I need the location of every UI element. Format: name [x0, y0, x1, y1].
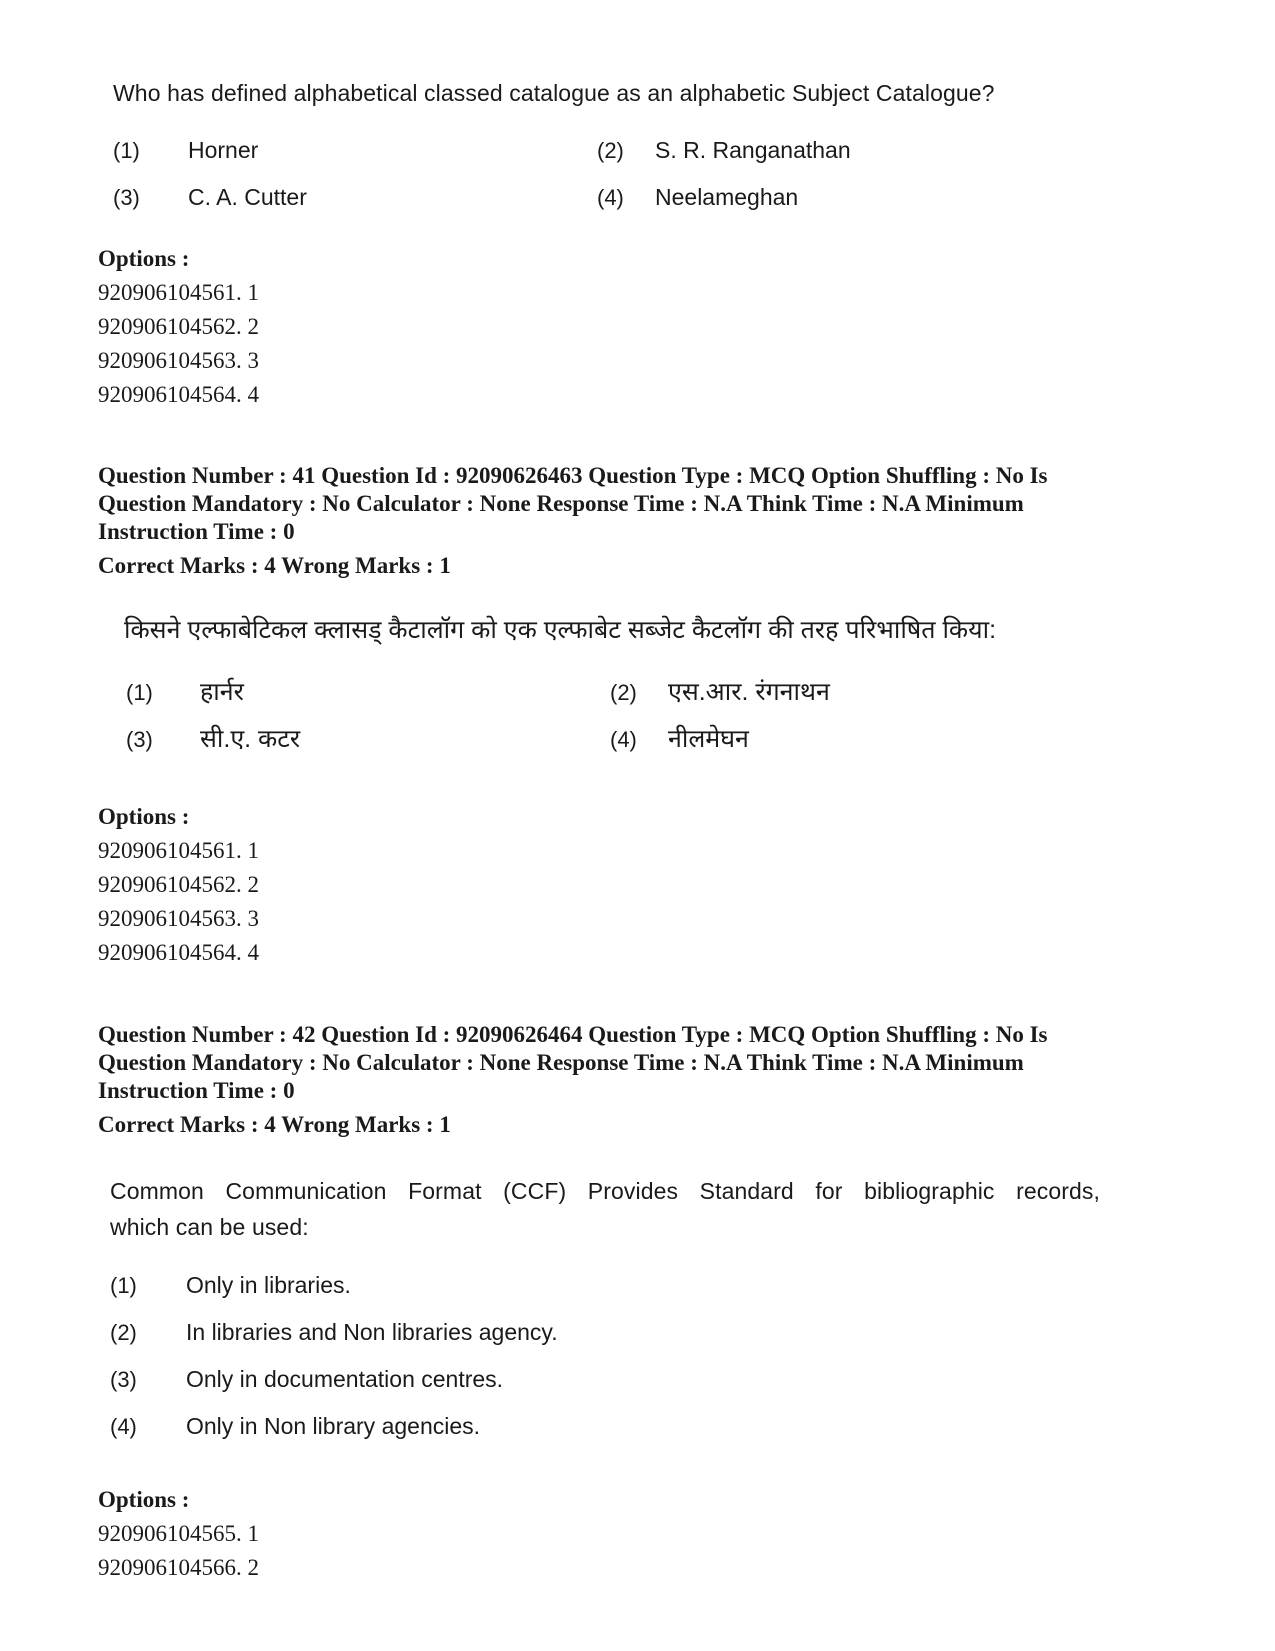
- choice-text: Only in Non library agencies.: [186, 1413, 481, 1439]
- marks-line: Correct Marks : 4 Wrong Marks : 1: [98, 553, 451, 578]
- option-id: 920906104566. 2: [98, 1555, 259, 1580]
- option-id: 920906104561. 1: [98, 838, 259, 863]
- option-id: 920906104565. 1: [98, 1521, 259, 1546]
- options-heading: Options :: [98, 1487, 190, 1512]
- option-id: 920906104564. 4: [98, 940, 259, 965]
- question-meta-line: Question Number : 41 Question Id : 92090626463 Question Type : MCQ Option Shuffling : No Is: [98, 463, 1048, 488]
- option-id: 920906104562. 2: [98, 872, 259, 897]
- choice-number: (3): [126, 727, 153, 752]
- question-meta-line: Instruction Time : 0: [98, 1078, 295, 1103]
- options-heading: Options :: [98, 804, 190, 829]
- choice-text: S. R. Ranganathan: [655, 137, 851, 163]
- choice-number: (2): [610, 680, 637, 705]
- choice-text: नीलमेघन: [668, 725, 749, 753]
- choice-number: (4): [597, 185, 624, 210]
- choice-text: एस.आर. रंगनाथन: [668, 678, 830, 706]
- choice-number: (1): [113, 138, 140, 163]
- question-meta-line: Question Number : 42 Question Id : 92090626464 Question Type : MCQ Option Shuffling : No Is: [98, 1022, 1048, 1047]
- choice-number: (1): [110, 1273, 137, 1298]
- question-meta-line: Question Mandatory : No Calculator : None Response Time : N.A Think Time : N.A Minimum: [98, 491, 1024, 516]
- question-stem-line: Common Communication Format (CCF) Provides Standard for bibliographic records,: [110, 1178, 1100, 1204]
- question-stem-line: which can be used:: [110, 1214, 309, 1240]
- choice-number: (3): [113, 185, 140, 210]
- choice-number: (1): [126, 680, 153, 705]
- question-stem-hindi: किसने एल्फाबेटिकल क्लासड् कैटालॉग को एक एल्फाबेट सब्जेट कैटलॉग की तरह परिभाषित किया:: [124, 616, 997, 644]
- choice-number: (4): [610, 727, 637, 752]
- choice-text: C. A. Cutter: [188, 184, 307, 210]
- option-id: 920906104564. 4: [98, 382, 259, 407]
- choice-number: (2): [110, 1320, 137, 1345]
- question-meta-line: Instruction Time : 0: [98, 519, 295, 544]
- choice-number: (2): [597, 138, 624, 163]
- options-heading: Options :: [98, 246, 190, 271]
- choice-text: सी.ए. कटर: [200, 725, 301, 753]
- choice-number: (3): [110, 1367, 137, 1392]
- question-meta-line: Question Mandatory : No Calculator : None Response Time : N.A Think Time : N.A Minimum: [98, 1050, 1024, 1075]
- choice-text: Only in documentation centres.: [186, 1366, 504, 1392]
- option-id: 920906104561. 1: [98, 280, 259, 305]
- option-id: 920906104563. 3: [98, 348, 259, 373]
- choice-text: In libraries and Non libraries agency.: [186, 1319, 558, 1345]
- option-id: 920906104562. 2: [98, 314, 259, 339]
- marks-line: Correct Marks : 4 Wrong Marks : 1: [98, 1112, 451, 1137]
- choice-text: Neelameghan: [655, 184, 799, 210]
- option-id: 920906104563. 3: [98, 906, 259, 931]
- choice-text: Horner: [188, 137, 259, 163]
- choice-number: (4): [110, 1414, 137, 1439]
- question-stem: Who has defined alphabetical classed catalogue as an alphabetic Subject Catalogue?: [113, 80, 995, 106]
- choice-text: हार्नर: [200, 678, 244, 706]
- choice-text: Only in libraries.: [186, 1272, 351, 1298]
